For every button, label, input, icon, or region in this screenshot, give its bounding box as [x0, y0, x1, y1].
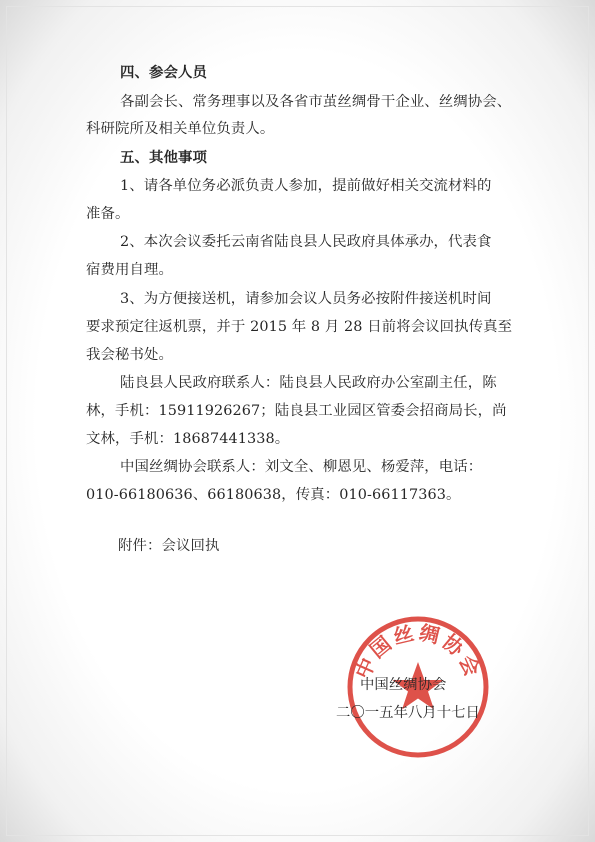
contact1-line-2: 林，手机：15911926267；陆良县工业园区管委会招商局长，尚 — [86, 403, 507, 419]
signature-org: 中国丝绸协会 — [360, 677, 447, 693]
item2-line-1: 2、本次会议委托云南省陆良县人民政府具体承办，代表食 — [120, 234, 492, 250]
item1-line-1: 1、请各单位务必派负责人参加，提前做好相关交流材料的 — [120, 178, 492, 194]
item2-line-2: 宿费用自理。 — [86, 262, 173, 278]
attachment-line: 附件：会议回执 — [118, 538, 220, 554]
contact1-line-1: 陆良县人民政府联系人：陆良县人民政府办公室副主任，陈 — [120, 375, 497, 391]
seal-text: 中国丝绸协会 — [350, 620, 486, 683]
item3-line-1: 3、为方便接送机，请参加会议人员务必按附件接送机时间 — [120, 291, 492, 307]
participants-line-2: 科研院所及相关单位负责人。 — [86, 121, 275, 137]
item3-line-3: 我会秘书处。 — [86, 347, 173, 363]
signature-date: 二〇一五年八月十七日 — [336, 705, 480, 721]
section-other-heading: 五、其他事项 — [120, 149, 207, 166]
item3-line-2: 要求预定往返机票，并于 2015 年 8 月 28 日前将会议回执传真至 — [86, 319, 513, 335]
contact1-line-3: 文林，手机：18687441338。 — [86, 431, 290, 447]
participants-line-1: 各副会长、常务理事以及各省市茧丝绸骨干企业、丝绸协会、 — [120, 94, 512, 110]
contact2-line-2: 010-66180636、66180638，传真：010-66117363。 — [86, 487, 461, 503]
section-participants-heading: 四、参会人员 — [120, 64, 207, 81]
item1-line-2: 准备。 — [86, 206, 130, 222]
contact2-line-1: 中国丝绸协会联系人：刘文全、柳恩见、杨爱萍，电话： — [120, 459, 483, 475]
